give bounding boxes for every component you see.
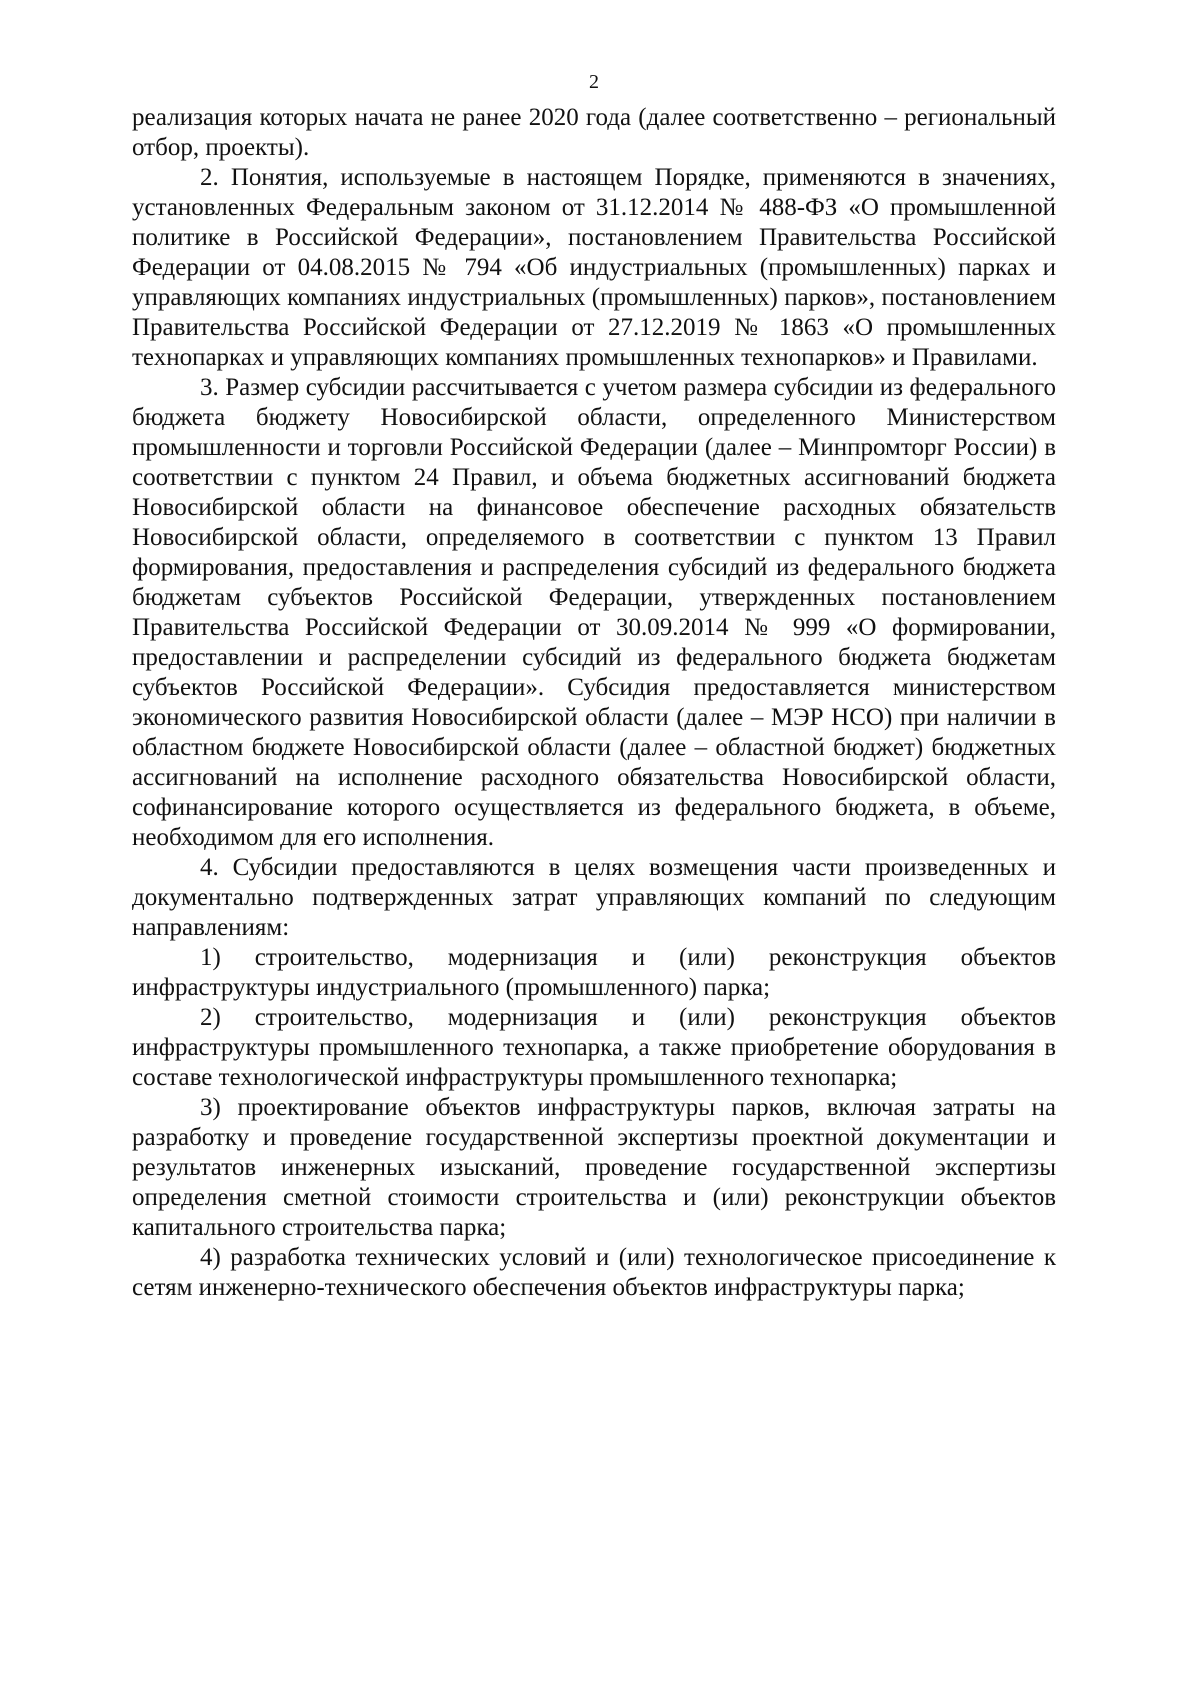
document-body (132, 103, 1056, 1303)
paragraph-4-subsidy-purposes: 4. Субсидии предоставляются в целях возмещения части произведенных и документально подтвержденных затрат управляющих компаний по следующим направлениям: (132, 854, 1056, 941)
paragraph-continuation: реализация которых начата не ранее 2020 года (далее соответственно – региональный отбор, проекты). (132, 104, 1056, 161)
list-item-3: 3) проектирование объектов инфраструктуры парков, включая затраты на разработку и проведение государственной экспертизы проектной документации и результатов инженерных изысканий, проведение государственной экспертизы определения сметной стоимости строительства и (или) реконструкции объектов капитального строительства парка; (132, 1094, 1056, 1241)
paragraph-3-subsidy-size: 3. Размер субсидии рассчитывается с учетом размера субсидии из федерального бюджета бюджету Новосибирской области, определенного Министерством промышленности и торговли Российской Федерации (далее – Минпромторг России) в соответствии с пунктом 24 Правил, и объема бюджетных ассигнований бюджета Новосибирской области на финансовое обеспечение расходных обязательств Новосибирской области, определяемого в соответствии с пунктом 13 Правил формирования, предоставления и распределения субсидий из федерального бюджета бюджетам субъектов Российской Федерации, утвержденных постановлением Правительства Российской Федерации от 30.09.2014 № 999 «О формировании, предоставлении и распределении субсидий из федерального бюджета бюджетам субъектов Российской Федерации». Субсидия предоставляется министерством экономического развития Новосибирской области (далее – МЭР НСО) при наличии в областном бюджете Новосибирской области (далее – областной бюджет) бюджетных ассигнований на исполнение расходного обязательства Новосибирской области, софинансирование которого осуществляется из федерального бюджета, в объеме, необходимом для его исполнения. (132, 374, 1056, 851)
page-number: 2 (589, 71, 599, 93)
list-item-1: 1) строительство, модернизация и (или) реконструкция объектов инфраструктуры индустриального (промышленного) парка; (132, 944, 1056, 1001)
paragraph-2-definitions: 2. Понятия, используемые в настоящем Порядке, применяются в значениях, установленных Федеральным законом от 31.12.2014 № 488-ФЗ «О промышленной политике в Российской Федерации», постановлением Правительства Российской Федерации от 04.08.2015 № 794 «Об индустриальных (промышленных) парках и управляющих компаниях индустриальных (промышленных) парков», постановлением Правительства Российской Федерации от 27.12.2019 № 1863 «О промышленных технопарках и управляющих компаниях промышленных технопарков» и Правилами. (132, 164, 1056, 371)
list-item-2: 2) строительство, модернизация и (или) реконструкция объектов инфраструктуры промышленного технопарка, а также приобретение оборудования в составе технологической инфраструктуры промышленного технопарка; (132, 1004, 1056, 1091)
list-item-4: 4) разработка технических условий и (или) технологическое присоединение к сетям инженерно-технического обеспечения объектов инфраструктуры парка; (132, 1244, 1056, 1301)
